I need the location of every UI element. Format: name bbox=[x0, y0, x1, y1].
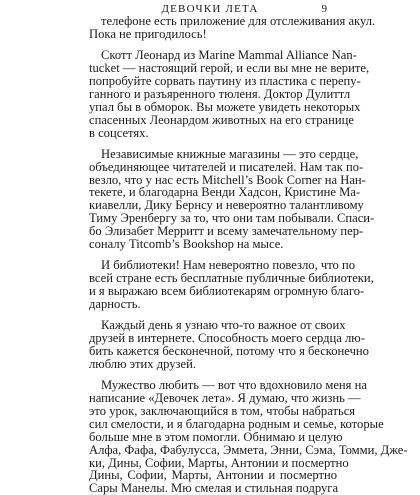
text-line: в соцсетях. bbox=[89, 125, 149, 140]
text-line: Пока не пригодилось! bbox=[89, 26, 207, 41]
text-line: tucket — настоящий герой, и если вы мне не верите, bbox=[89, 61, 370, 76]
paragraph bbox=[89, 378, 408, 495]
text-line: это урок, заключающийся в том, чтобы набраться bbox=[89, 404, 356, 418]
text-line: и я выражаю всем библиотекарям огромную благо- bbox=[89, 284, 365, 299]
text-line: объединяющее читателей и писателей. Нам так по- bbox=[89, 159, 364, 174]
text-line: телефоне есть приложение для отслеживания акул. bbox=[101, 14, 376, 28]
body-text bbox=[89, 14, 408, 495]
text-line: Мужество любить — вот что вдохновило меня на bbox=[101, 378, 367, 393]
text-line: И библиотеки! Нам невероятно повезло, что по bbox=[101, 258, 356, 273]
paragraph bbox=[89, 146, 375, 252]
text-line: Скотт Леонард из Marine Mammal Alliance Nan- bbox=[101, 48, 357, 63]
text-line: написание «Девочек лета». Я думаю, что жизнь — bbox=[89, 391, 361, 406]
text-line: везло, что у нас есть Mitchell’s Book Corner на Нан- bbox=[89, 172, 366, 187]
text-line: больше мне в этом помогли. Обнимаю и целую bbox=[89, 429, 343, 444]
text-line: ки, Дины, Софии, Марты, Антонии и посмертно bbox=[89, 455, 349, 470]
text-line: ганного и разъяренного тюленя. Доктор Дулиттл bbox=[89, 86, 351, 101]
text-line: Алфа, Фафа, Фабулусса, Эммета, Энни, Сэма, Томми, Дже- bbox=[89, 442, 408, 457]
text-line: киавелли, Дику Бернсу и невероятно талантливому bbox=[89, 198, 364, 213]
text-line: соналу Titcomb’s Bookshop на мысе. bbox=[89, 237, 284, 252]
text-line: Независимые книжные магазины — это сердце, bbox=[101, 146, 359, 161]
text-line: Каждый день я узнаю что-то важное от своих bbox=[101, 318, 346, 333]
text-line: Тиму Эренбергу за то, что они там побывали. Спаси- bbox=[89, 211, 375, 226]
text-line: текете, и благодарна Венди Хадсон, Кристине Ма- bbox=[89, 185, 361, 200]
text-line: друзей в интернете. Способность моего сердца лю- bbox=[89, 331, 365, 346]
text-line: дарность. bbox=[89, 296, 141, 311]
text-line: Сары Манелы. Мю смелая и стильная подруга bbox=[89, 481, 339, 495]
text-line: бить кажется бесконечной, потому что я бесконечно bbox=[89, 344, 369, 359]
text-line: попробуйте сорвать паутину из пластика с перепу- bbox=[89, 73, 361, 88]
text-line: Дины, Софии, Марты, Антонии и посмертно bbox=[89, 468, 337, 483]
text-line: спасенных Леонардом животных на его странице bbox=[89, 112, 354, 127]
text-line: люблю этих друзей. bbox=[89, 356, 197, 371]
paragraph bbox=[89, 14, 376, 41]
text-line: сил смелости, и я благодарна родным и семье, которые bbox=[89, 416, 384, 431]
paragraph bbox=[89, 258, 374, 311]
running-title: ДЕВОЧКИ ЛЕТА bbox=[161, 3, 259, 15]
text-line: всей стране есть бесплатные публичные библиотеки, bbox=[89, 271, 374, 286]
paragraph bbox=[89, 318, 369, 371]
paragraph bbox=[89, 48, 370, 140]
text-line: бо Элизабет Мерритт и всему замечательному пер- bbox=[89, 224, 364, 239]
page-number: 9 bbox=[321, 3, 327, 15]
text-line: упал бы в обморок. Вы можете увидеть некоторых bbox=[89, 99, 361, 114]
